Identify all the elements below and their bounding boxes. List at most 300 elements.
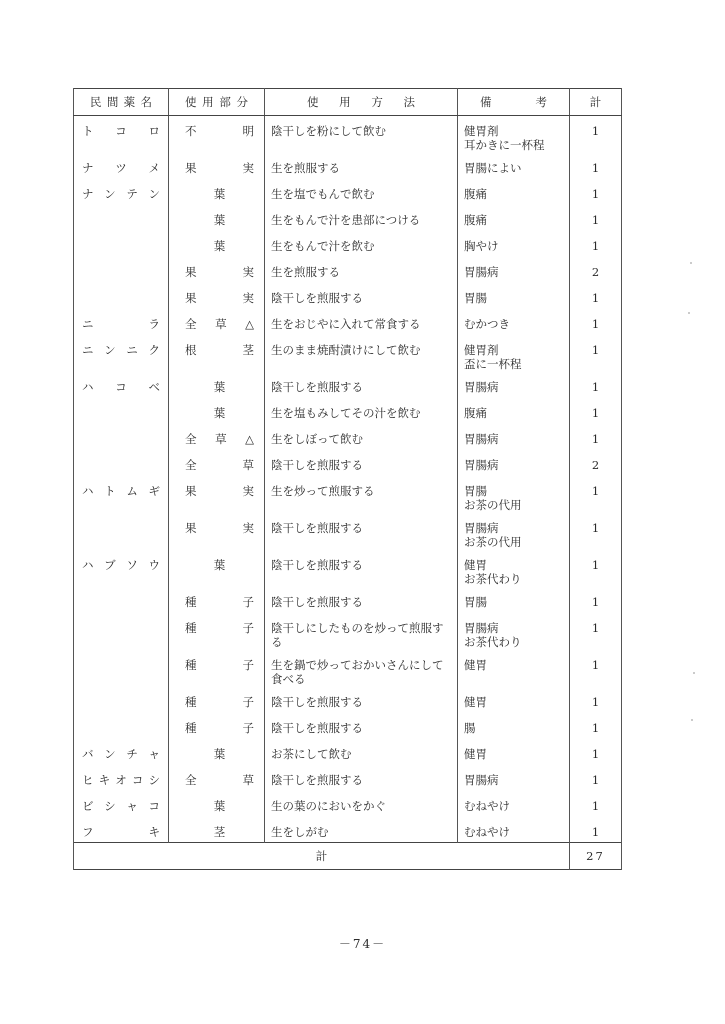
name-char: ト — [104, 483, 116, 498]
cell-method — [265, 587, 458, 613]
method-text: 陰干しを煎服する — [271, 772, 363, 787]
name-char: ン — [104, 342, 116, 357]
notes-text: 腸 — [464, 720, 476, 735]
notes-text: 胃腸病 — [464, 772, 499, 787]
part-char: 子 — [242, 720, 254, 735]
name-char: メ — [148, 160, 160, 175]
total-row — [74, 843, 622, 870]
name-char: ナ — [82, 160, 94, 175]
header-char: 方 — [371, 95, 383, 109]
scan-speck — [688, 312, 690, 314]
cell-notes — [458, 309, 570, 335]
notes-text: 腹痛 — [464, 405, 487, 420]
part-char: 明 — [242, 124, 254, 138]
cell-name — [74, 687, 169, 713]
cell-part — [169, 650, 265, 687]
cell-count — [570, 283, 622, 309]
cell-notes — [458, 335, 570, 372]
name-char: ハ — [82, 379, 94, 394]
table-row — [74, 153, 622, 179]
count-text: 1 — [591, 379, 600, 394]
cell-part — [169, 153, 265, 179]
part-char: 子 — [242, 620, 254, 635]
cell-method — [265, 791, 458, 817]
method-text: 陰干しを煎服する — [271, 520, 363, 535]
name-char: オ — [115, 772, 127, 787]
notes-text: 健胃剤 耳かきに一杯程 — [464, 124, 545, 152]
header-char: 備 — [480, 95, 492, 109]
cell-count — [570, 613, 622, 650]
table-row — [74, 450, 622, 476]
cell-part — [169, 587, 265, 613]
cell-count — [570, 309, 622, 335]
name-char: ラ — [148, 316, 160, 331]
cell-count — [570, 587, 622, 613]
name-char: コ — [115, 379, 127, 394]
part-char: 実 — [242, 520, 254, 535]
name-char: ク — [148, 342, 160, 357]
part-char: 草 — [215, 431, 227, 446]
part-char: △ — [245, 316, 254, 331]
cell-name — [74, 513, 169, 550]
cell-notes — [458, 257, 570, 283]
cell-notes — [458, 424, 570, 450]
part-char: 草 — [215, 316, 227, 331]
part-char: 茎 — [242, 342, 254, 357]
method-text: 生のまま焼酎漬けにして飲む — [271, 342, 421, 357]
header-char: 法 — [403, 95, 415, 109]
cell-method — [265, 476, 458, 513]
cell-name — [74, 817, 169, 843]
cell-part — [169, 372, 265, 398]
cell-count — [570, 513, 622, 550]
header-char: 使 — [307, 95, 319, 109]
cell-part — [169, 765, 265, 791]
name-char: ン — [104, 186, 116, 201]
cell-count — [570, 153, 622, 179]
notes-text: 健胃剤 盃に一杯程 — [464, 342, 522, 371]
cell-count — [570, 398, 622, 424]
name-char: テ — [126, 186, 138, 201]
name-char: コ — [115, 124, 127, 138]
cell-name — [74, 116, 169, 153]
name-char: ギ — [148, 483, 160, 498]
part-char: 葉 — [213, 557, 226, 572]
table-row — [74, 713, 622, 739]
name-char: ャ — [148, 746, 160, 761]
name-char: ナ — [82, 186, 94, 201]
part-char: 実 — [242, 290, 254, 305]
name-char: ン — [104, 746, 116, 761]
header-char: 用 — [339, 95, 351, 109]
table-row — [74, 613, 622, 650]
method-text: 生をしがむ — [271, 824, 329, 839]
method-text: 生を塩もみしてその汁を飲む — [271, 405, 421, 420]
cell-part — [169, 513, 265, 550]
cell-method — [265, 817, 458, 843]
cell-notes — [458, 817, 570, 843]
cell-notes — [458, 550, 570, 587]
cell-part — [169, 335, 265, 372]
cell-count — [570, 739, 622, 765]
table-row — [74, 687, 622, 713]
table-row — [74, 372, 622, 398]
method-text: お茶にして飲む — [271, 746, 352, 761]
table-row — [74, 309, 622, 335]
count-text: 1 — [591, 557, 600, 572]
notes-text: 胃腸病 — [464, 431, 499, 446]
table-row — [74, 817, 622, 843]
total-value: 27 — [570, 843, 622, 870]
cell-part — [169, 687, 265, 713]
cell-notes — [458, 372, 570, 398]
part-char: 全 — [185, 431, 197, 446]
notes-text: 腹痛 — [464, 186, 487, 201]
cell-notes — [458, 205, 570, 231]
count-text: 1 — [591, 405, 600, 420]
cell-notes — [458, 739, 570, 765]
header-char: 名 — [140, 95, 152, 109]
cell-part — [169, 739, 265, 765]
name-char: ハ — [82, 557, 94, 572]
count-text: 1 — [591, 238, 600, 253]
table-header-row — [74, 89, 622, 116]
cell-name — [74, 398, 169, 424]
header-char: 民 — [90, 95, 102, 109]
notes-text: むねやけ — [464, 824, 510, 839]
cell-count — [570, 257, 622, 283]
cell-part — [169, 283, 265, 309]
cell-part — [169, 398, 265, 424]
cell-name — [74, 153, 169, 179]
cell-name — [74, 613, 169, 650]
cell-notes — [458, 153, 570, 179]
cell-name — [74, 650, 169, 687]
name-char: ハ — [82, 483, 94, 498]
part-char: 果 — [185, 264, 197, 279]
part-char: 種 — [185, 657, 197, 672]
notes-text: 胃腸 — [464, 594, 487, 609]
cell-part — [169, 713, 265, 739]
cell-part — [169, 476, 265, 513]
cell-name — [74, 587, 169, 613]
cell-method — [265, 205, 458, 231]
table-row — [74, 257, 622, 283]
part-char: 根 — [185, 342, 197, 357]
cell-part — [169, 613, 265, 650]
cell-method — [265, 335, 458, 372]
table-row — [74, 398, 622, 424]
method-text: 生を炒って煎服する — [271, 483, 375, 498]
notes-text: 胃腸病 — [464, 264, 499, 279]
count-text: 1 — [591, 594, 600, 609]
count-text: 1 — [591, 212, 600, 227]
cell-name — [74, 179, 169, 205]
cell-part — [169, 179, 265, 205]
notes-text: 胃腸病 — [464, 379, 499, 394]
method-text: 陰干しを煎服する — [271, 290, 363, 305]
cell-count — [570, 450, 622, 476]
header-char: 用 — [202, 95, 214, 109]
cell-part — [169, 550, 265, 587]
cell-count — [570, 205, 622, 231]
method-text: 陰干しを粉にして飲む — [271, 124, 386, 138]
part-char: 果 — [185, 290, 197, 305]
count-text: 1 — [591, 720, 600, 735]
count-text: 1 — [591, 824, 600, 839]
cell-notes — [458, 179, 570, 205]
part-char: 種 — [185, 620, 197, 635]
count-text: 1 — [591, 124, 600, 138]
cell-method — [265, 179, 458, 205]
herbal-medicine-table — [73, 88, 622, 870]
header-char: 薬 — [123, 95, 136, 109]
cell-count — [570, 335, 622, 372]
name-char: シ — [104, 798, 116, 813]
method-text: 陰干しを煎服する — [271, 379, 363, 394]
name-char: ロ — [148, 124, 160, 138]
part-char: 葉 — [213, 798, 226, 813]
count-text: 1 — [591, 620, 600, 635]
cell-notes — [458, 587, 570, 613]
table-row — [74, 650, 622, 687]
count-text: 1 — [591, 186, 600, 201]
cell-name — [74, 257, 169, 283]
method-text: 生を煎服する — [271, 264, 340, 279]
part-char: 不 — [185, 124, 197, 138]
header-part — [169, 89, 265, 116]
cell-name — [74, 231, 169, 257]
count-text: 1 — [591, 520, 600, 535]
part-char: 葉 — [213, 405, 226, 420]
cell-method — [265, 450, 458, 476]
method-text: 生をもんで汁を患部につける — [271, 212, 421, 227]
notes-text: 胃腸 お茶の代用 — [464, 483, 522, 512]
count-text: 1 — [591, 160, 600, 175]
cell-name — [74, 791, 169, 817]
name-char: コ — [148, 798, 160, 813]
method-text: 生を塩でもんで飲む — [271, 186, 375, 201]
cell-notes — [458, 713, 570, 739]
cell-notes — [458, 450, 570, 476]
cell-name — [74, 283, 169, 309]
cell-notes — [458, 231, 570, 257]
count-text: 2 — [591, 264, 600, 279]
notes-text: 腹痛 — [464, 212, 487, 227]
cell-method — [265, 153, 458, 179]
cell-count — [570, 687, 622, 713]
count-text: 1 — [591, 342, 600, 357]
cell-notes — [458, 476, 570, 513]
cell-name — [74, 713, 169, 739]
name-char: ビ — [82, 798, 94, 813]
name-char: ニ — [82, 342, 94, 357]
scan-speck — [691, 719, 693, 721]
part-char: 草 — [242, 457, 254, 472]
cell-count — [570, 424, 622, 450]
cell-notes — [458, 398, 570, 424]
cell-method — [265, 739, 458, 765]
count-text: 1 — [591, 290, 600, 305]
cell-count — [570, 713, 622, 739]
part-char: 果 — [185, 160, 197, 175]
header-char: 分 — [236, 95, 248, 109]
cell-name — [74, 205, 169, 231]
table-row — [74, 587, 622, 613]
part-char: 種 — [185, 694, 197, 709]
name-char: ン — [148, 186, 160, 201]
notes-text: 健胃 — [464, 746, 487, 761]
cell-part — [169, 791, 265, 817]
part-char: 草 — [242, 772, 254, 787]
cell-part — [169, 817, 265, 843]
count-text: 1 — [591, 657, 600, 672]
notes-text: 健胃 — [464, 694, 487, 709]
count-text: 1 — [591, 431, 600, 446]
header-char: 考 — [535, 95, 547, 109]
cell-part — [169, 231, 265, 257]
cell-count — [570, 550, 622, 587]
method-text: 陰干しを煎服する — [271, 457, 363, 472]
name-char: ブ — [104, 557, 116, 572]
header-char: 部 — [219, 95, 231, 109]
table-row — [74, 765, 622, 791]
name-char: キ — [148, 824, 160, 839]
count-text: 1 — [591, 746, 600, 761]
notes-text: むねやけ — [464, 798, 510, 813]
notes-text: 胃腸病 お茶代わり — [464, 620, 522, 649]
name-char: ツ — [115, 160, 127, 175]
method-text: 陰干しにしたものを炒って煎服す る — [271, 620, 444, 649]
cell-name — [74, 450, 169, 476]
part-char: △ — [245, 431, 254, 446]
method-text: 生をおじやに入れて常食する — [271, 316, 421, 331]
name-char: ャ — [126, 798, 138, 813]
name-char: フ — [82, 824, 94, 839]
cell-name — [74, 424, 169, 450]
cell-method — [265, 309, 458, 335]
count-text: 1 — [591, 483, 600, 498]
cell-notes — [458, 687, 570, 713]
part-char: 子 — [242, 594, 254, 609]
name-char: バ — [82, 746, 94, 761]
cell-notes — [458, 765, 570, 791]
part-char: 実 — [242, 160, 254, 175]
scan-speck — [693, 672, 695, 674]
cell-method — [265, 550, 458, 587]
cell-name — [74, 739, 169, 765]
cell-method — [265, 283, 458, 309]
cell-name — [74, 765, 169, 791]
part-char: 葉 — [213, 186, 226, 201]
notes-text: 健胃 お茶代わり — [464, 557, 522, 586]
part-char: 実 — [242, 483, 254, 498]
cell-method — [265, 613, 458, 650]
cell-notes — [458, 283, 570, 309]
count-text: 1 — [591, 694, 600, 709]
part-char: 子 — [242, 694, 254, 709]
cell-method — [265, 650, 458, 687]
cell-count — [570, 231, 622, 257]
table-row — [74, 231, 622, 257]
cell-part — [169, 257, 265, 283]
part-char: 葉 — [213, 212, 226, 227]
part-char: 葉 — [213, 379, 226, 394]
cell-method — [265, 372, 458, 398]
part-char: 果 — [185, 520, 197, 535]
table-row — [74, 513, 622, 550]
table-row — [74, 205, 622, 231]
table-row — [74, 791, 622, 817]
notes-text: 胸やけ — [464, 238, 499, 253]
part-char: 種 — [185, 720, 197, 735]
table-row — [74, 335, 622, 372]
part-char: 果 — [185, 483, 197, 498]
notes-text: 胃腸によい — [464, 160, 522, 175]
cell-part — [169, 116, 265, 153]
cell-count — [570, 791, 622, 817]
cell-method — [265, 687, 458, 713]
notes-text: むかつき — [464, 316, 510, 331]
cell-name — [74, 335, 169, 372]
method-text: 陰干しを煎服する — [271, 557, 363, 572]
name-char: ウ — [148, 557, 160, 572]
cell-count — [570, 817, 622, 843]
part-char: 葉 — [213, 238, 226, 253]
cell-notes — [458, 613, 570, 650]
total-label: 計 — [74, 843, 570, 870]
cell-method — [265, 424, 458, 450]
cell-part — [169, 309, 265, 335]
cell-count — [570, 179, 622, 205]
cell-count — [570, 765, 622, 791]
name-char: ト — [82, 124, 94, 138]
method-text: 生をもんで汁を飲む — [271, 238, 375, 253]
cell-part — [169, 205, 265, 231]
cell-name — [74, 550, 169, 587]
method-text: 陰干しを煎服する — [271, 720, 363, 735]
cell-count — [570, 650, 622, 687]
name-char: ニ — [82, 316, 94, 331]
cell-method — [265, 513, 458, 550]
scan-speck — [690, 262, 692, 264]
cell-method — [265, 713, 458, 739]
header-count: 計 — [570, 89, 622, 116]
cell-method — [265, 116, 458, 153]
name-char: シ — [148, 772, 160, 787]
table-row — [74, 424, 622, 450]
name-char: ム — [126, 483, 138, 498]
header-notes — [458, 89, 570, 116]
name-char: ソ — [126, 557, 138, 572]
header-method — [265, 89, 458, 116]
part-char: 葉 — [213, 746, 226, 761]
cell-notes — [458, 513, 570, 550]
name-char: コ — [131, 772, 144, 787]
method-text: 陰干しを煎服する — [271, 694, 363, 709]
name-char: キ — [98, 772, 111, 787]
cell-part — [169, 424, 265, 450]
table-row — [74, 550, 622, 587]
part-char: 実 — [242, 264, 254, 279]
count-text: 1 — [591, 316, 600, 331]
table-row — [74, 283, 622, 309]
page-number: －74－ — [338, 937, 387, 951]
part-char: 子 — [242, 657, 254, 672]
cell-name — [74, 309, 169, 335]
cell-notes — [458, 116, 570, 153]
part-char: 全 — [185, 457, 197, 472]
